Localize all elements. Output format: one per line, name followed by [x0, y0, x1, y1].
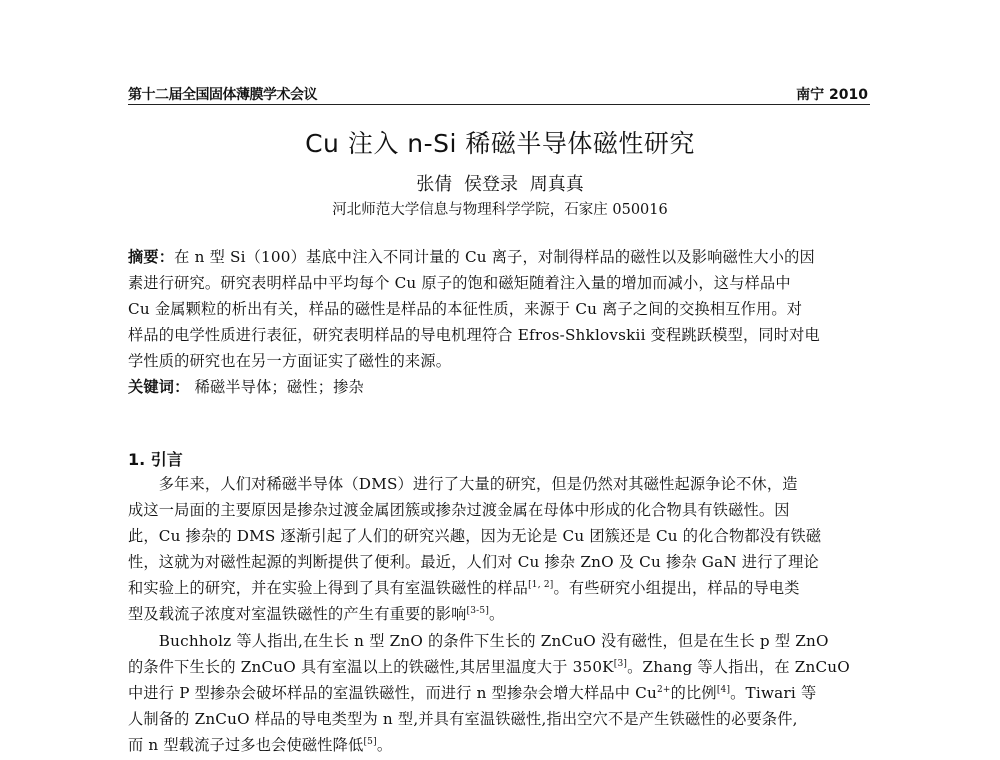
- conference-location-year: 南宁 2010: [796, 87, 868, 103]
- citation: [4]: [716, 685, 731, 695]
- section-heading: 1. 引言: [128, 450, 183, 469]
- body-line: 性，这就为对磁性起源的判断提供了便利。最近，人们对 Cu 掺杂 ZnO 及 Cu 掺杂 GaN 进行了理论: [128, 553, 819, 571]
- body-line: 型及载流子浓度对室温铁磁性的产生有重要的影响[3-5]。: [128, 605, 505, 623]
- body-line: 人制备的 ZnCuO 样品的导电类型为 n 型,并具有室温铁磁性,指出空穴不是产生铁磁性的必要条件,: [128, 710, 798, 728]
- keywords: [128, 374, 870, 400]
- paper-title: Cu 注入 n-Si 稀磁半导体磁性研究: [305, 129, 695, 158]
- keywords-value: 稀磁半导体；磁性；掺杂: [189, 378, 364, 396]
- body-line: 和实验上的研究，并在实验上得到了具有室温铁磁性的样品[1, 2]。有些研究小组提出，样品的导电类: [128, 579, 800, 597]
- citation: [3]: [613, 659, 628, 669]
- abstract-line: 摘要：在 n 型 Si（100）基底中注入不同计量的 Cu 离子，对制得样品的磁性以及影响磁性大小的因: [128, 248, 815, 266]
- body-line: 而 n 型载流子过多也会使磁性降低[5]。: [128, 736, 393, 754]
- abstract-line: 样品的电学性质进行表征，研究表明样品的导电机理符合 Efros-Shklovskii 变程跳跃模型，同时对电: [128, 326, 820, 344]
- body-line: 此，Cu 掺杂的 DMS 逐渐引起了人们的研究兴趣，因为无论是 Cu 团簇还是 Cu 的化合物都没有铁磁: [128, 527, 822, 545]
- body-line: 的条件下生长的 ZnCuO 具有室温以上的铁磁性,其居里温度大于 350K[3]。Zhang 等人指出，在 ZnCuO: [128, 658, 850, 676]
- body-line: 成这一局面的主要原因是掺杂过渡金属团簇或掺杂过渡金属在母体中形成的化合物具有铁磁性。因: [128, 501, 790, 519]
- running-header: [128, 84, 870, 105]
- body-line: 中进行 P 型掺杂会破坏样品的室温铁磁性，而进行 n 型掺杂会增大样品中 $Cu^{2+}$的比例[4]。Tiwari 等: [128, 684, 817, 702]
- paper-authors: 张倩 侯登录 周真真: [416, 174, 584, 195]
- abstract-label: 摘要：: [128, 248, 175, 266]
- body-line: Buchholz 等人指出,在生长 n 型 ZnO 的条件下生长的 ZnCuO 没有磁性，但是在生长 p 型 ZnO: [128, 632, 829, 650]
- citation: [1, 2]: [528, 580, 554, 590]
- citation: [3-5]: [466, 606, 490, 616]
- ion-charge: 2+: [656, 685, 671, 695]
- abstract-line: 学性质的研究也在另一方面证实了磁性的来源。: [128, 352, 452, 370]
- paper-affiliation: 河北师范大学信息与物理科学学院，石家庄 050016: [332, 202, 668, 218]
- body-line: 多年来，人们对稀磁半导体（DMS）进行了大量的研究，但是仍然对其磁性起源争论不休，造: [128, 475, 798, 493]
- conference-name: 第十二届全国固体薄膜学术会议: [128, 87, 317, 103]
- abstract-line: Cu 金属颗粒的析出有关，样品的磁性是样品的本征性质，来源于 Cu 离子之间的交换相互作用。对: [128, 300, 803, 318]
- citation: [5]: [363, 737, 377, 747]
- keywords-label: 关键词：: [128, 378, 190, 396]
- abstract-line: 素进行研究。研究表明样品中平均每个 Cu 原子的饱和磁矩随着注入量的增加而减小，这与样品中: [128, 274, 791, 292]
